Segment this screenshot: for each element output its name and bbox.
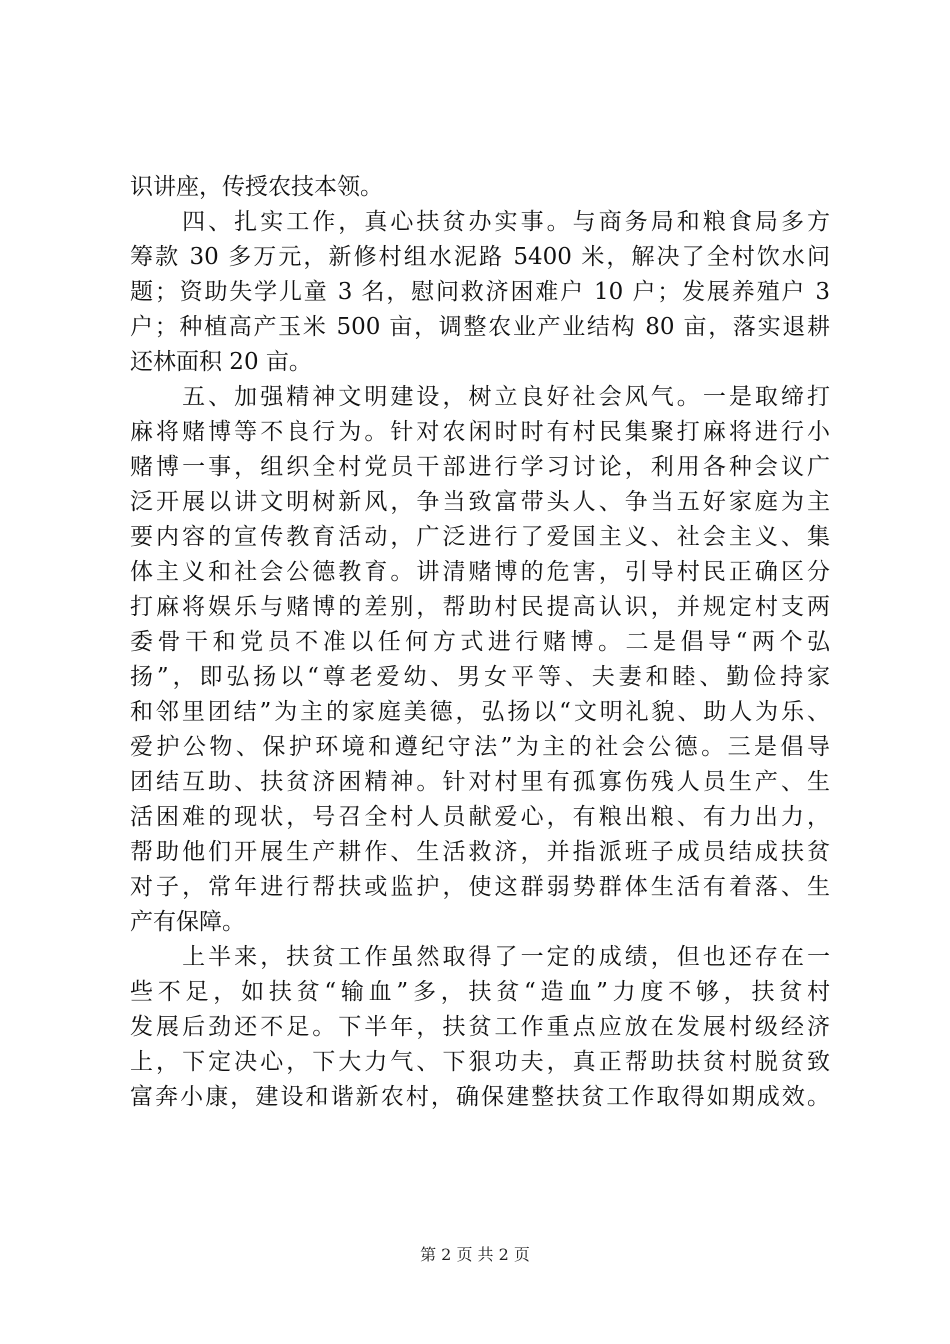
text-line: 上半来，扶贫工作虽然取得了一定的成绩，但也还存在一 <box>130 944 830 970</box>
text-line: 扬”，即弘扬以“尊老爱幼、男女平等、夫妻和睦、勤俭持家 <box>130 664 830 690</box>
text-line: 产有保障。 <box>130 909 245 935</box>
page-footer: 第 2 页 共 2 页 <box>420 1245 530 1264</box>
document-body <box>130 170 830 1115</box>
text-line: 和邻里团结”为主的家庭美德，弘扬以“文明礼貌、助人为乐、 <box>130 699 830 725</box>
text-line: 户；种植高产玉米 500 亩，调整农业产业结构 80 亩，落实退耕 <box>130 314 830 340</box>
text-line: 发展后劲还不足。下半年，扶贫工作重点应放在发展村级经济 <box>130 1014 830 1040</box>
text-line: 富奔小康，建设和谐新农村，确保建整扶贫工作取得如期成效。 <box>130 1084 830 1110</box>
text-line: 对子，常年进行帮扶或监护，使这群弱势群体生活有着落、生 <box>130 874 830 900</box>
text-line: 识讲座，传授农技本领。 <box>130 174 383 200</box>
text-line: 打麻将娱乐与赌博的差别，帮助村民提高认识，并规定村支两 <box>130 594 830 620</box>
text-line: 五、加强精神文明建设，树立良好社会风气。一是取缔打 <box>130 384 830 410</box>
text-line: 泛开展以讲文明树新风，争当致富带头人、争当五好家庭为主 <box>130 489 830 515</box>
text-line: 筹款 30 多万元，新修村组水泥路 5400 米，解决了全村饮水问 <box>130 244 830 270</box>
text-line: 赌博一事，组织全村党员干部进行学习讨论，利用各种会议广 <box>130 454 830 480</box>
text-line: 些不足，如扶贫“输血”多，扶贫“造血”力度不够，扶贫村 <box>130 979 830 1005</box>
text-line: 麻将赌博等不良行为。针对农闲时时有村民集聚打麻将进行小 <box>130 419 830 445</box>
text-line: 还林面积 20 亩。 <box>130 349 312 375</box>
text-line: 四、扎实工作，真心扶贫办实事。与商务局和粮食局多方 <box>130 209 830 235</box>
text-line: 上，下定决心，下大力气、下狠功夫，真正帮助扶贫村脱贫致 <box>130 1049 830 1075</box>
text-line: 帮助他们开展生产耕作、生活救济，并指派班子成员结成扶贫 <box>130 839 830 865</box>
text-line: 活困难的现状，号召全村人员献爱心，有粮出粮、有力出力， <box>130 804 830 830</box>
text-line: 要内容的宣传教育活动，广泛进行了爱国主义、社会主义、集 <box>130 524 830 550</box>
text-line: 委骨干和党员不准以任何方式进行赌博。二是倡导“两个弘 <box>130 629 830 655</box>
text-line: 团结互助、扶贫济困精神。针对村里有孤寡伤残人员生产、生 <box>130 769 830 795</box>
text-line: 爱护公物、保护环境和遵纪守法”为主的社会公德。三是倡导 <box>130 734 830 760</box>
text-line: 题；资助失学儿童 3 名，慰问救济困难户 10 户；发展养殖户 3 <box>130 279 830 305</box>
text-line: 体主义和社会公德教育。讲清赌博的危害，引导村民正确区分 <box>130 559 830 585</box>
